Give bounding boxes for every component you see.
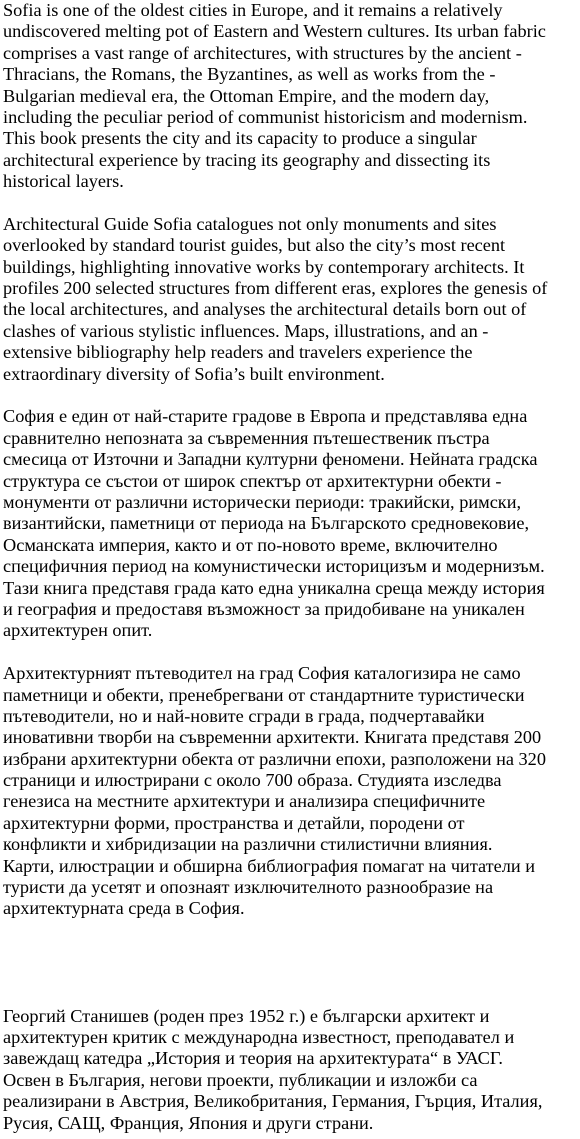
- text-line: Карти, илюстрации и обширна библиография помагат на читатели и: [3, 855, 536, 876]
- text-line: София е един от най-старите градове в Европа и представлява една: [3, 406, 528, 427]
- text-line: паметници и обекти, пренебрегвани от стандартните туристически: [3, 684, 525, 705]
- text-line: extensive bibliography help readers and travelers experience the: [3, 342, 473, 363]
- paragraph-bg-intro: [3, 406, 578, 641]
- text-line: comprises a vast range of architectures, with structures by the ancient -: [3, 42, 522, 63]
- paragraph-author-bio: [3, 1006, 578, 1134]
- text-line: избрани архитектурни обекта от различни епохи, разположени на 320: [3, 748, 546, 769]
- text-line: Османската империя, както и от по-новото време, включително: [3, 534, 498, 555]
- text-line: архитектурната среда в София.: [3, 898, 245, 919]
- text-line: Освен в България, негови проекти, публикации и изложби са: [3, 1069, 478, 1090]
- paragraph-bg-guide: [3, 663, 578, 920]
- text-line: historical layers.: [3, 171, 124, 192]
- section-gap: [3, 920, 578, 1006]
- text-line: византийски, паметници от периода на Българското средновековие,: [3, 513, 530, 534]
- paragraph-en-guide: [3, 214, 578, 385]
- text-line: Русия, САЩ, Франция, Япония и други страни.: [3, 1112, 374, 1133]
- text-line: Architectural Guide Sofia catalogues not only monuments and sites: [3, 213, 497, 234]
- text-line: туристи да усетят и опознаят изключителното разнообразие на: [3, 877, 494, 898]
- paragraph-gap: [3, 385, 578, 406]
- text-line: profiles 200 selected structures from different eras, explores the genesis of: [3, 278, 548, 299]
- text-line: Sofia is one of the oldest cities in Europe, and it remains a relatively: [3, 0, 503, 20]
- text-line: extraordinary diversity of Sofia’s built environment.: [3, 363, 385, 384]
- text-line: архитектурни форми, пространства и детайли, породени от: [3, 812, 465, 833]
- text-line: архитектурен критик с международна известност, преподавател и: [3, 1026, 515, 1047]
- paragraph-en-intro: [3, 0, 578, 193]
- text-line: architectural experience by tracing its geography and dissecting its: [3, 149, 491, 170]
- text-line: и география и предоставя възможност за придобиване на уникален: [3, 598, 525, 619]
- text-line: архитектурен опит.: [3, 620, 153, 641]
- text-line: конфликти и хибридизации на различни стилистични влияния.: [3, 834, 493, 855]
- text-line: иновативни творби на съвременни архитекти. Книгата представя 200: [3, 727, 542, 748]
- document-page: [3, 0, 578, 1134]
- text-line: Георгий Станишев (роден през 1952 г.) е български архитект и: [3, 1005, 490, 1026]
- text-line: завеждащ катедра „История и теория на архитектурата“ в УАСГ.: [3, 1048, 503, 1069]
- text-line: including the peculiar period of communist historicism and modernism.: [3, 106, 528, 127]
- text-line: the local architectures, and analyses the architectural details born out of: [3, 299, 527, 320]
- text-line: Thracians, the Romans, the Byzantines, as well as works from the -: [3, 64, 496, 85]
- text-line: undiscovered melting pot of Eastern and Western cultures. Its urban fabric: [3, 21, 546, 42]
- paragraph-gap: [3, 642, 578, 663]
- text-line: смесица от Източни и Западни културни феномени. Нейната градска: [3, 449, 538, 470]
- text-line: This book presents the city and its capacity to produce a singular: [3, 128, 477, 149]
- text-line: генезиса на местните архитектури и анализира специфичните: [3, 791, 486, 812]
- text-line: структура се състои от широк спектър от архитектурни обекти -: [3, 470, 502, 491]
- text-line: пътеводители, но и най-новите сгради в града, подчертавайки: [3, 705, 485, 726]
- text-line: сравнително непозната за съвременния пътешественик пъстра: [3, 427, 490, 448]
- text-line: монументи от различни исторически периоди: тракийски, римски,: [3, 491, 522, 512]
- text-line: Bulgarian medieval era, the Ottoman Empire, and the modern day,: [3, 85, 490, 106]
- text-line: overlooked by standard tourist guides, but also the city’s most recent: [3, 235, 506, 256]
- text-line: страници и илюстрирани с около 700 образа. Студията изследва: [3, 770, 502, 791]
- text-line: clashes of various stylistic influences. Maps, illustrations, and an -: [3, 320, 489, 341]
- text-line: специфичния период на комунистически историцизъм и модернизъм.: [3, 556, 545, 577]
- text-line: Архитектурният пътеводител на град София каталогизира не само: [3, 663, 521, 684]
- text-line: реализирани в Австрия, Великобритания, Германия, Гърция, Италия,: [3, 1091, 543, 1112]
- paragraph-gap: [3, 193, 578, 214]
- text-line: Тази книга представя града като една уникална среща между история: [3, 577, 545, 598]
- text-line: buildings, highlighting innovative works by contemporary architects. It: [3, 256, 525, 277]
